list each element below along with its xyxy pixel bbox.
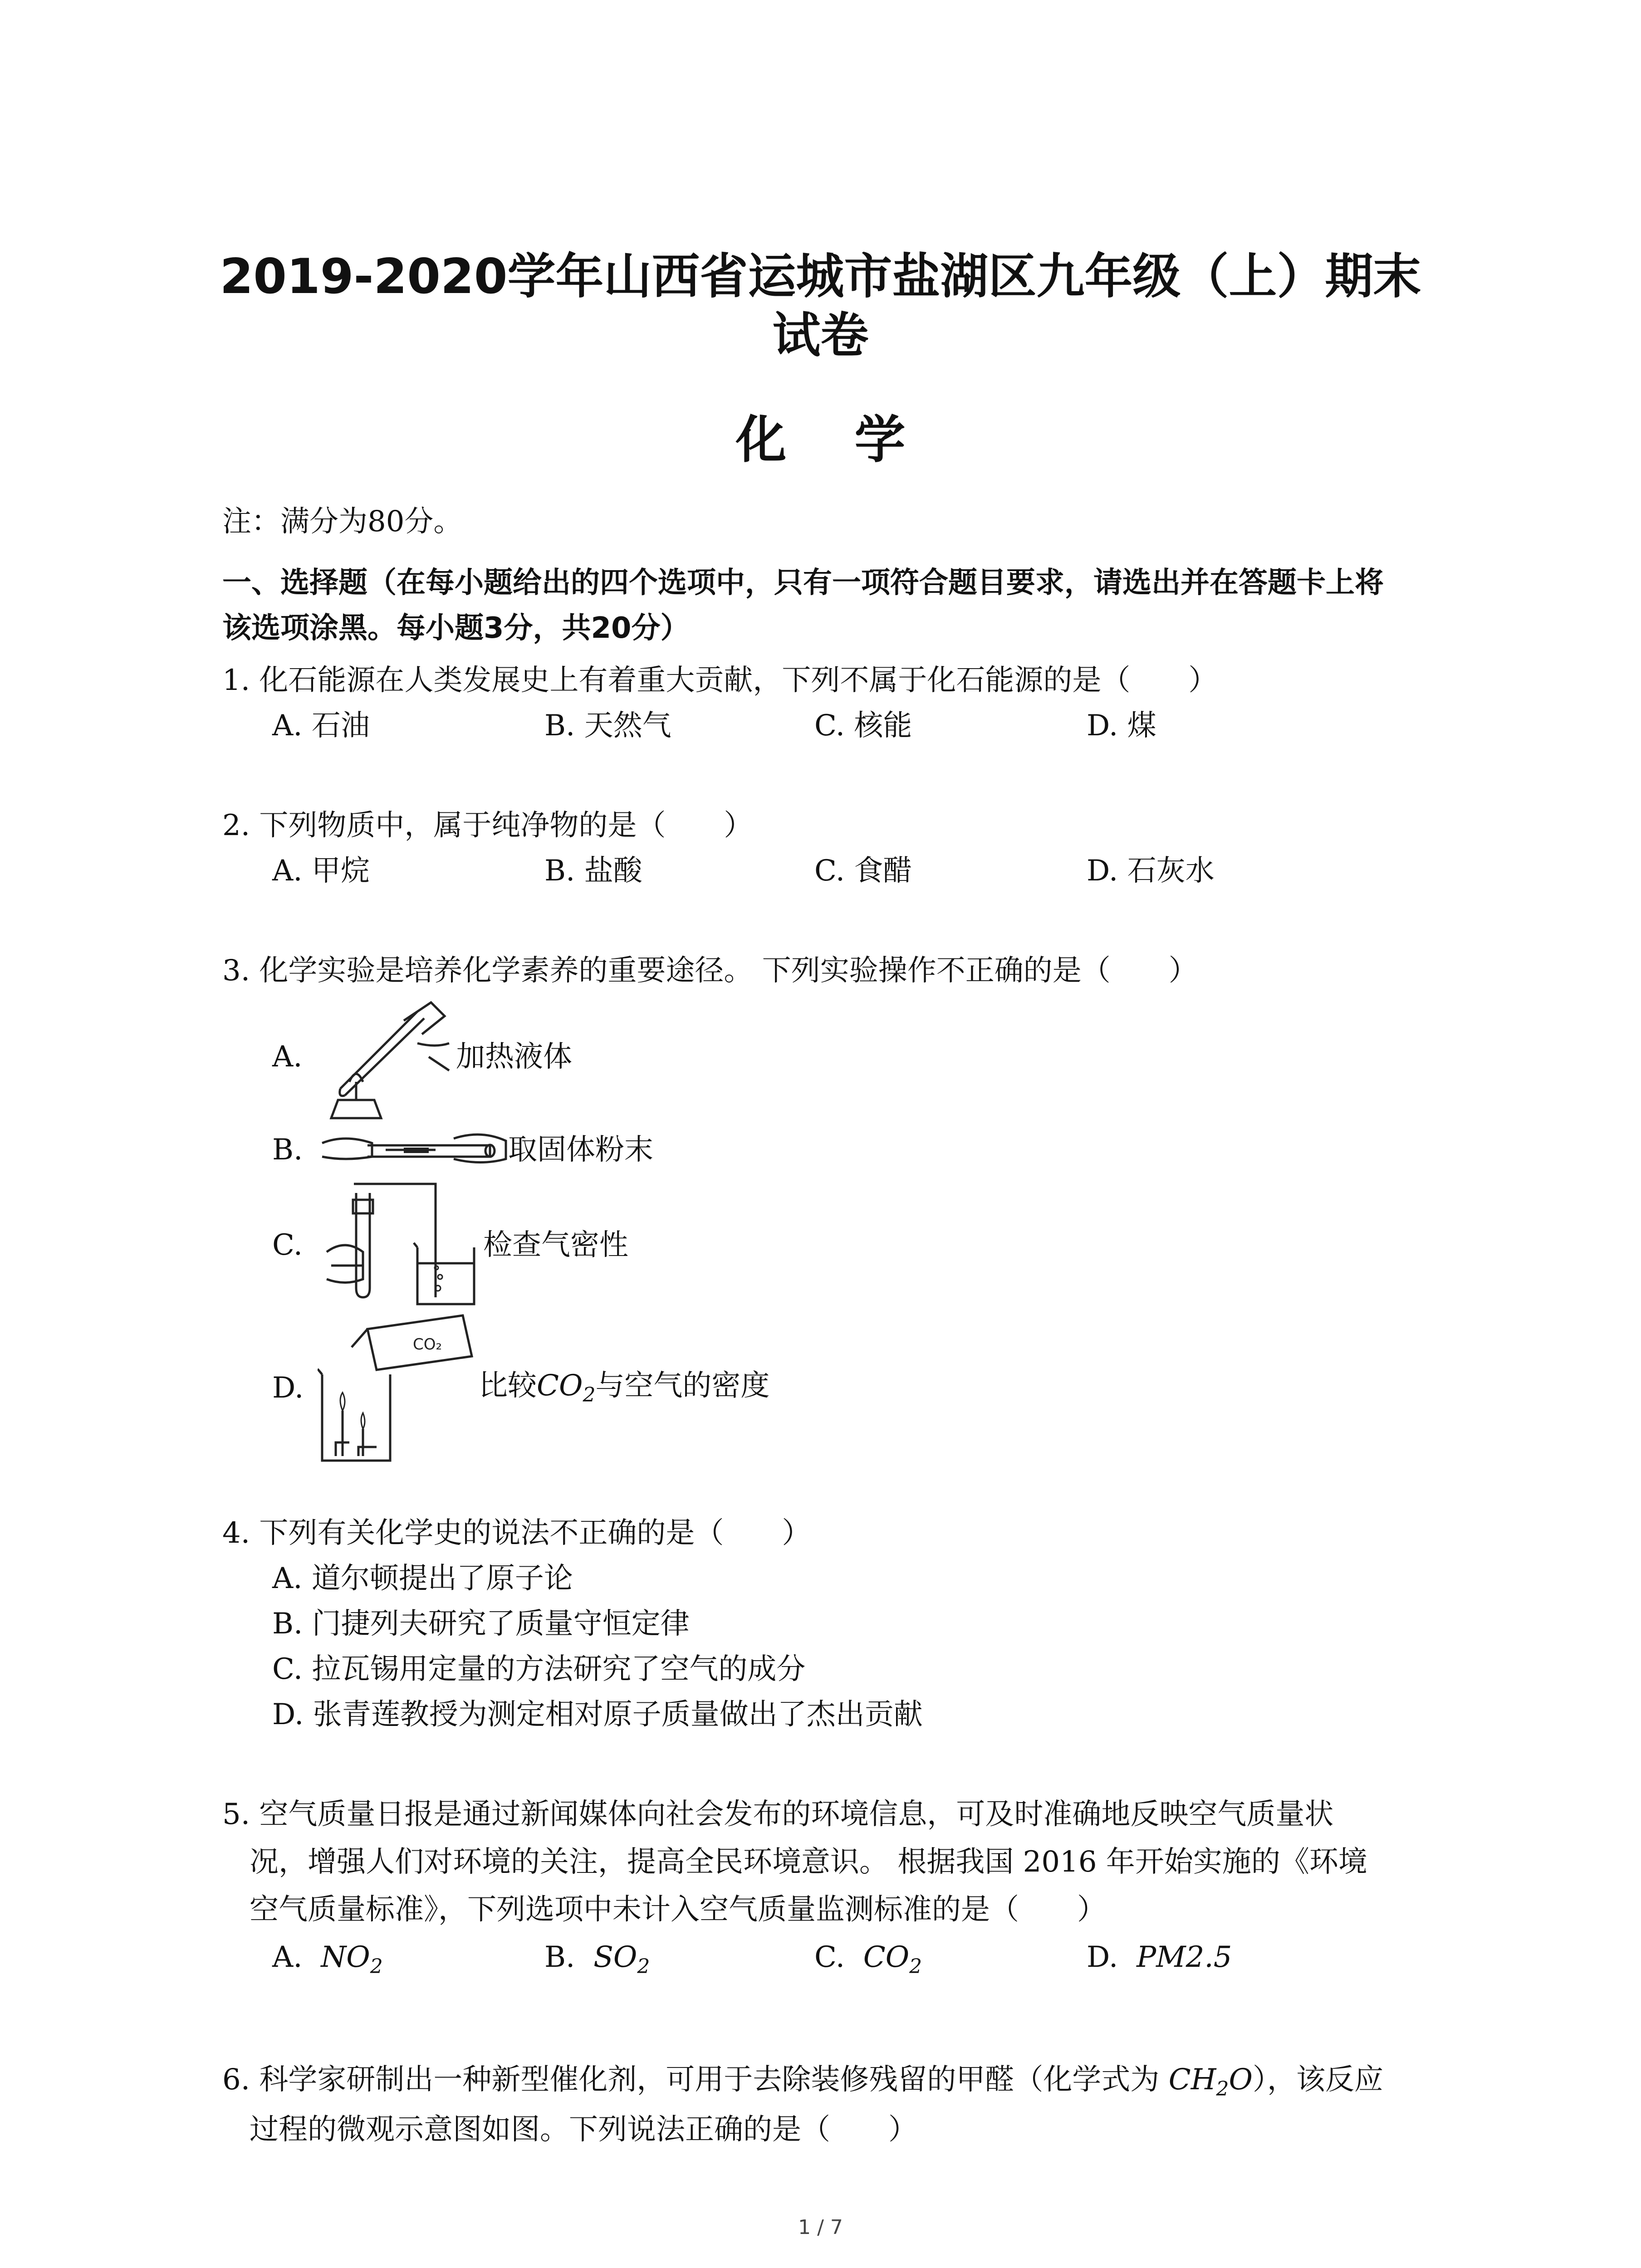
exam-title-line1: 2019-2020学年山西省运城市盐湖区九年级（上）期末 (220, 249, 1421, 304)
q3-option-c-letter: C. (272, 1228, 303, 1262)
question-5-stem-line2: 况，增强人们对环境的关注，提高全民环境意识。 根据我国 2016 年开始实施的《环境 (250, 1845, 1367, 1879)
q3-option-c-text: 检查气密性 (483, 1228, 628, 1262)
q5-option-c: C. $CO_2$ (814, 1941, 922, 1978)
co2-bottle-label: CO₂ (413, 1335, 442, 1354)
question-6-stem-line2: 过程的微观示意图如图。下列说法正确的是（ ） (250, 2113, 917, 2146)
q2-option-a: A. 甲烷 (272, 854, 370, 888)
airtightness-test-figure (318, 1175, 481, 1311)
q3-option-d-letter: D. (272, 1371, 304, 1405)
q3-option-b-letter: B. (272, 1133, 303, 1167)
q3-option-d-text-before: 比较 (479, 1369, 537, 1403)
q4-option-a: A. 道尔顿提出了原子论 (272, 1562, 573, 1595)
score-note: 注：满分为80分。 (222, 505, 463, 538)
powder-sampling-figure (318, 1125, 508, 1175)
q2-option-c: C. 食醋 (814, 854, 912, 888)
question-5-stem-line1: 5. 空气质量日报是通过新闻媒体向社会发布的环境信息，可及时准确地反映空气质量状 (222, 1798, 1334, 1831)
heating-liquid-figure (313, 993, 458, 1125)
section1-heading-line2: 该选项涂黑。每小题3分，共20分） (222, 611, 690, 645)
q5-option-d: D. PM2.5 (1087, 1941, 1232, 1974)
section1-heading-line1: 一、选择题（在每小题给出的四个选项中，只有一项符合题目要求，请选出并在答题卡上将 (222, 566, 1384, 600)
q3-option-a-letter: A. (272, 1040, 303, 1074)
q5-option-a: A. $NO_2$ (272, 1941, 383, 1978)
subject-title: 化学 (735, 411, 974, 469)
q3-option-d-text-after: 与空气的密度 (595, 1369, 770, 1403)
q3-option-d-formula: CO (537, 1369, 583, 1403)
q3-option-d-text (479, 1365, 769, 1416)
q3-option-b-text: 取固体粉末 (508, 1133, 653, 1167)
q2-option-d: D. 石灰水 (1087, 854, 1215, 888)
q4-option-c: C. 拉瓦锡用定量的方法研究了空气的成分 (272, 1652, 806, 1686)
q1-option-a: A. 石油 (272, 709, 370, 743)
q3-option-d-formula-sub: 2 (583, 1383, 596, 1407)
question-2-stem: 2. 下列物质中，属于纯净物的是（ ） (222, 809, 753, 842)
q5-option-b: B. $SO_2$ (544, 1941, 650, 1978)
question-5-stem-line3: 空气质量标准》，下列选项中未计入空气质量监测标准的是（ ） (250, 1893, 1106, 1926)
q1-option-c: C. 核能 (814, 709, 912, 743)
question-4-stem: 4. 下列有关化学史的说法不正确的是（ ） (222, 1516, 811, 1550)
exam-title-line2: 试卷 (772, 308, 869, 363)
question-6-stem-line1: 6. 科学家研制出一种新型催化剂，可用于去除装修残留的甲醛（化学式为 $CH_2O$），该反应 (222, 2063, 1383, 2101)
q2-option-b: B. 盐酸 (544, 854, 642, 888)
question-1-stem: 1. 化石能源在人类发展史上有着重大贡献，下列不属于化石能源的是（ ） (222, 664, 1218, 697)
question-3-stem: 3. 化学实验是培养化学素养的重要途径。 下列实验操作不正确的是（ ） (222, 954, 1198, 987)
co2-density-figure (318, 1311, 481, 1470)
q1-option-b: B. 天然气 (544, 709, 671, 743)
q4-option-d: D. 张青莲教授为测定相对原子质量做出了杰出贡献 (272, 1698, 923, 1731)
q3-option-a-text: 加热液体 (456, 1040, 572, 1074)
page-number: 1 / 7 (798, 2216, 843, 2239)
q4-option-b: B. 门捷列夫研究了质量守恒定律 (272, 1607, 690, 1641)
q1-option-d: D. 煤 (1087, 709, 1156, 743)
